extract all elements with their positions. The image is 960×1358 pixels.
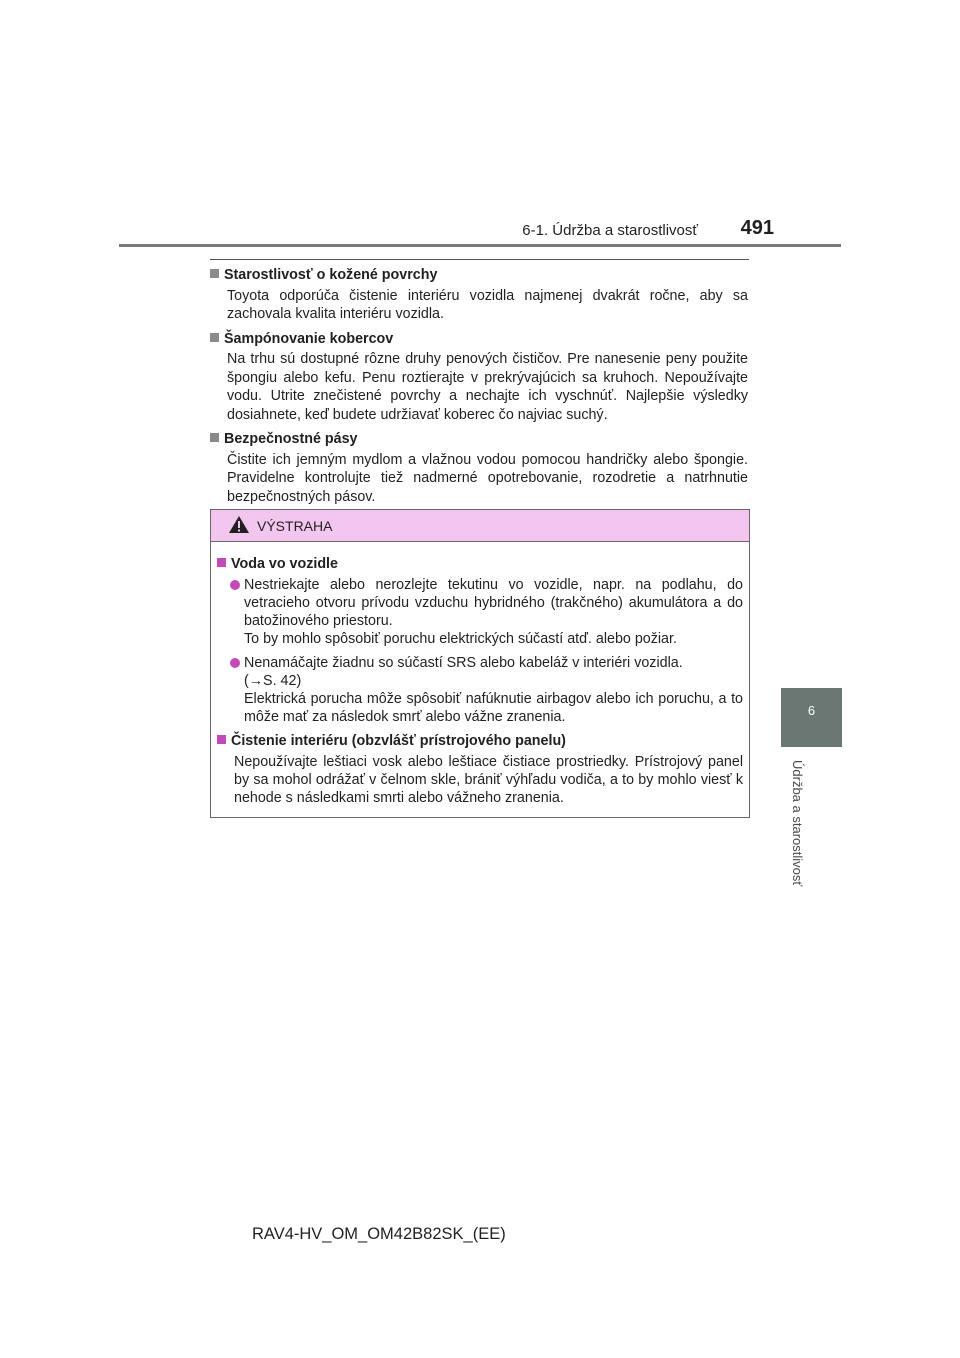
warning-section-cleaning	[217, 732, 743, 807]
warning-section-body-cleaning: Nepoužívajte leštiaci vosk alebo leštiace čistiace prostriedky. Prístrojový panel by sa mohol odrážať v čelnom skle, brániť výhľadu vodiča, a to by mohlo viesť k nehode s následkami smrti alebo vážneho zranenia.	[234, 754, 743, 806]
square-bullet-icon	[210, 269, 219, 278]
warning-body	[211, 542, 749, 807]
square-bullet-icon	[217, 735, 226, 744]
warning-triangle-icon	[228, 515, 250, 534]
chapter-side-title	[787, 760, 807, 910]
content-top-rule	[210, 259, 749, 260]
warning-bullet-text: Nestriekajte alebo nerozlejte tekutinu vo vozidle, napr. na podlahu, do vetracieho otvoru prívodu vzduchu hybridného (trakčného) akumulátora a do batožinového priestoru.	[244, 577, 743, 629]
warning-title: VÝSTRAHA	[257, 518, 333, 534]
warning-bullet-text: To by mohlo spôsobiť poruchu elektrických súčastí atď. alebo požiar.	[244, 631, 677, 647]
footer-manual-code: RAV4-HV_OM_OM42B82SK_(EE)	[252, 1225, 506, 1243]
warning-bullet	[217, 654, 743, 726]
section-body-seatbelts: Čistite ich jemným mydlom a vlažnou vodou pomocou handričky alebo špongie. Pravidelne kontrolujte tiež nadmerné opotrebovanie, rozodretie a natrhnutie bezpečnostných pásov.	[227, 451, 748, 505]
round-bullet-icon	[230, 580, 240, 590]
section-carpet	[210, 330, 748, 425]
section-title-leather: Starostlivosť o kožené povrchy	[224, 267, 438, 283]
section-seatbelts	[210, 430, 748, 506]
warning-bullet	[217, 576, 743, 648]
section-title-seatbelts: Bezpečnostné pásy	[224, 431, 358, 447]
warning-bullet-text: Elektrická porucha môže spôsobiť nafúknutie airbagov alebo ich poruchu, a to môže mať za následok smrť alebo vážne zranenia.	[244, 691, 743, 725]
square-bullet-icon	[210, 333, 219, 342]
warning-section-title-cleaning: Čistenie interiéru (obzvlášť prístrojového panelu)	[231, 733, 566, 749]
section-body-leather: Toyota odporúča čistenie interiéru vozidla najmenej dvakrát ročne, aby sa zachovala kvalita interiéru vozidla.	[227, 287, 748, 322]
section-title: 6-1. Údržba a starostlivosť	[522, 222, 698, 239]
page-number: 491	[740, 217, 774, 239]
main-content	[210, 266, 748, 512]
warning-bullet-text: Nenamáčajte žiadnu so súčastí SRS alebo kabeláž v interiéri vozidla.	[244, 655, 683, 671]
round-bullet-icon	[230, 658, 240, 668]
page-reference: (→S. 42)	[244, 673, 302, 689]
section-body-carpet: Na trhu sú dostupné rôzne druhy penových čističov. Pre nanesenie peny použite špongiu alebo kefu. Penu roztierajte v prekrývajúcich sa kruhoch. Nepoužívajte vodu. Utrite znečistené povrchy a nechajte ich vyschnúť. Najlepšie výsledky dosiahnete, keď budete udržiavať koberec čo najviac suchý.	[227, 351, 748, 423]
chapter-tab-number: 6	[807, 703, 816, 718]
warning-box	[210, 509, 750, 818]
warning-header	[211, 510, 749, 542]
header-rule	[119, 244, 841, 247]
warning-section-title-water: Voda vo vozidle	[231, 556, 338, 572]
section-leather	[210, 266, 748, 324]
section-title-carpet: Šampónovanie kobercov	[224, 330, 394, 347]
warning-section-water	[217, 555, 743, 726]
chapter-side-title-text: Údržba a starostlivosť	[790, 760, 805, 887]
square-bullet-icon	[217, 558, 226, 567]
square-bullet-icon	[210, 433, 219, 442]
